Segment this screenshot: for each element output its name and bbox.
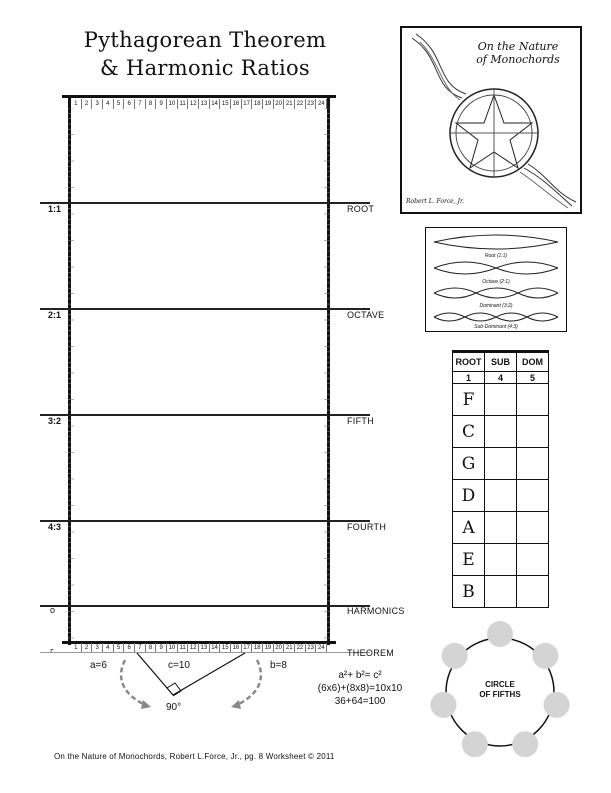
- ruler-number: 15: [220, 643, 231, 653]
- ruler-number: 4: [103, 643, 114, 653]
- note-cell: A: [453, 512, 485, 544]
- ruler-number: 4: [103, 99, 114, 109]
- dom-cell[interactable]: [517, 384, 549, 416]
- ruler-number: 3: [92, 99, 103, 109]
- number-1: 1: [453, 372, 485, 384]
- label-theorem: THEOREM: [347, 648, 395, 658]
- pythagorean-formula: [305, 669, 415, 708]
- note-cell: B: [453, 576, 485, 608]
- ruler-number: 14: [210, 99, 221, 109]
- table-row: [453, 512, 549, 544]
- ruler-number: 7: [135, 643, 146, 653]
- ruler-number: 8: [146, 643, 157, 653]
- sub-cell[interactable]: [485, 512, 517, 544]
- ruler-number: 23: [306, 643, 317, 653]
- ratio-fourth: 4:3: [48, 522, 62, 532]
- wave-label-dominant: Dominant (3:2): [479, 303, 513, 309]
- fifths-note-circle[interactable]: [487, 621, 513, 647]
- formula-line-1: a²+ b²= c²: [338, 670, 382, 681]
- side-b-label: b=8: [270, 660, 287, 671]
- circle-of-fifths-label: [450, 680, 550, 700]
- ruler-number: 20: [274, 643, 285, 653]
- side-a-label: a=6: [90, 660, 107, 671]
- ratio-fifth: 3:2: [48, 416, 62, 426]
- label-fourth: FOURTH: [347, 522, 387, 532]
- header-dom: DOM: [517, 352, 549, 372]
- title-line-1: Pythagorean Theorem: [83, 28, 327, 52]
- ruler-number: 12: [188, 643, 199, 653]
- ruler-number: 6: [124, 643, 135, 653]
- title-line-2: & Harmonic Ratios: [100, 56, 310, 80]
- ratio-harmonics: o: [50, 605, 56, 615]
- ruler-number: 9: [156, 643, 167, 653]
- wave-label-octave: Octave (2:1): [482, 279, 510, 285]
- ruler-number: 24: [316, 643, 327, 653]
- number-5: 5: [517, 372, 549, 384]
- ruler-number: 18: [252, 643, 263, 653]
- sub-cell[interactable]: [485, 448, 517, 480]
- header-sub: SUB: [485, 352, 517, 372]
- note-cell: F: [453, 384, 485, 416]
- note-cell: G: [453, 448, 485, 480]
- dom-cell[interactable]: [517, 480, 549, 512]
- book-title: [458, 40, 578, 66]
- book-title-line-1: On the Nature: [477, 40, 559, 53]
- sub-cell[interactable]: [485, 576, 517, 608]
- table-row: [453, 576, 549, 608]
- sub-cell[interactable]: [485, 480, 517, 512]
- ratio-root: 1:1: [48, 204, 62, 214]
- ruler-number: 5: [114, 99, 125, 109]
- root-line: [40, 202, 370, 204]
- ruler-number: 21: [284, 99, 295, 109]
- notes-table-header: [453, 352, 549, 372]
- ruler-number: 24: [316, 99, 327, 109]
- fifths-note-circle[interactable]: [532, 643, 558, 669]
- label-octave: OCTAVE: [347, 310, 385, 320]
- table-row: [453, 384, 549, 416]
- ruler-number: 16: [231, 99, 242, 109]
- ruler-number: 21: [284, 643, 295, 653]
- circle-label-line-1: CIRCLE: [485, 680, 515, 689]
- tick-marks: [60, 108, 350, 643]
- ruler-number: 6: [124, 99, 135, 109]
- fifths-note-circle[interactable]: [512, 731, 538, 757]
- note-cell: C: [453, 416, 485, 448]
- ratio-theorem: ⌜: [50, 648, 55, 658]
- ruler-number: 11: [178, 99, 189, 109]
- ruler-number: 2: [82, 99, 93, 109]
- ruler-number: 5: [114, 643, 125, 653]
- octave-line: [40, 308, 370, 310]
- table-row: [453, 544, 549, 576]
- number-4: 4: [485, 372, 517, 384]
- book-author: Robert L. Force, Jr.: [406, 198, 465, 205]
- table-row: [453, 448, 549, 480]
- ruler-number: 10: [167, 643, 178, 653]
- ruler-number: 12: [188, 99, 199, 109]
- fifth-line: [40, 414, 370, 416]
- ruler-number: 19: [263, 99, 274, 109]
- wave-label-subdominant: Sub-Dominant (4:3): [474, 324, 518, 330]
- side-c-label: c=10: [168, 660, 190, 671]
- table-row: [453, 480, 549, 512]
- dom-cell[interactable]: [517, 512, 549, 544]
- right-angle-label: 90°: [166, 702, 182, 713]
- note-cell: E: [453, 544, 485, 576]
- header-root: ROOT: [453, 352, 485, 372]
- label-harmonics: HARMONICS: [347, 606, 405, 616]
- dom-cell[interactable]: [517, 448, 549, 480]
- harmonics-line: [40, 605, 370, 607]
- ruler-number: 15: [220, 99, 231, 109]
- dom-cell[interactable]: [517, 416, 549, 448]
- formula-line-2: (6x6)+(8x8)=10x10: [317, 683, 403, 694]
- dom-cell[interactable]: [517, 544, 549, 576]
- ruler-number: 19: [263, 643, 274, 653]
- ruler-number: 18: [252, 99, 263, 109]
- note-cell: D: [453, 480, 485, 512]
- fifths-note-circle[interactable]: [442, 643, 468, 669]
- ruler-number: 20: [274, 99, 285, 109]
- sub-cell[interactable]: [485, 544, 517, 576]
- ruler-number: 7: [135, 99, 146, 109]
- notes-table-numbers: [453, 372, 549, 384]
- wave-label-root: Root (1:1): [484, 253, 508, 259]
- ruler-number: 13: [199, 643, 210, 653]
- label-root: ROOT: [347, 204, 375, 214]
- ruler-number: 14: [210, 643, 221, 653]
- circle-label-line-2: OF FIFTHS: [479, 690, 521, 699]
- ruler-number: 2: [82, 643, 93, 653]
- ruler-number: 16: [231, 643, 242, 653]
- sub-cell[interactable]: [485, 416, 517, 448]
- ruler-number: 22: [295, 99, 306, 109]
- footer-text: On the Nature of Monochords, Robert L.Force, Jr., pg. 8 Worksheet © 2011: [54, 752, 335, 761]
- ruler-number: 22: [295, 643, 306, 653]
- ruler-number: 17: [242, 643, 253, 653]
- ruler-number: 17: [242, 99, 253, 109]
- ruler-number: 8: [146, 99, 157, 109]
- sub-cell[interactable]: [485, 384, 517, 416]
- ruler-number: 13: [199, 99, 210, 109]
- formula-line-3: 36+64=100: [334, 696, 386, 707]
- standing-waves-box: [425, 227, 567, 332]
- dom-cell[interactable]: [517, 576, 549, 608]
- triangle-diagram: [95, 650, 285, 715]
- fourth-line: [40, 520, 370, 522]
- ruler-number: 10: [167, 99, 178, 109]
- book-cover: [400, 26, 582, 214]
- ruler-number: 9: [156, 99, 167, 109]
- ruler-number: 3: [92, 643, 103, 653]
- label-fifth: FIFTH: [347, 416, 374, 426]
- page-title: [60, 26, 350, 82]
- ruler-number: 1: [71, 99, 82, 109]
- ruler-number: 11: [178, 643, 189, 653]
- ruler-number: 23: [306, 99, 317, 109]
- ratio-octave: 2:1: [48, 310, 62, 320]
- ruler-number: 1: [71, 643, 82, 653]
- fifths-note-circle[interactable]: [462, 731, 488, 757]
- book-title-line-2: of Monochords: [476, 53, 560, 66]
- notes-table: [452, 350, 549, 608]
- table-row: [453, 416, 549, 448]
